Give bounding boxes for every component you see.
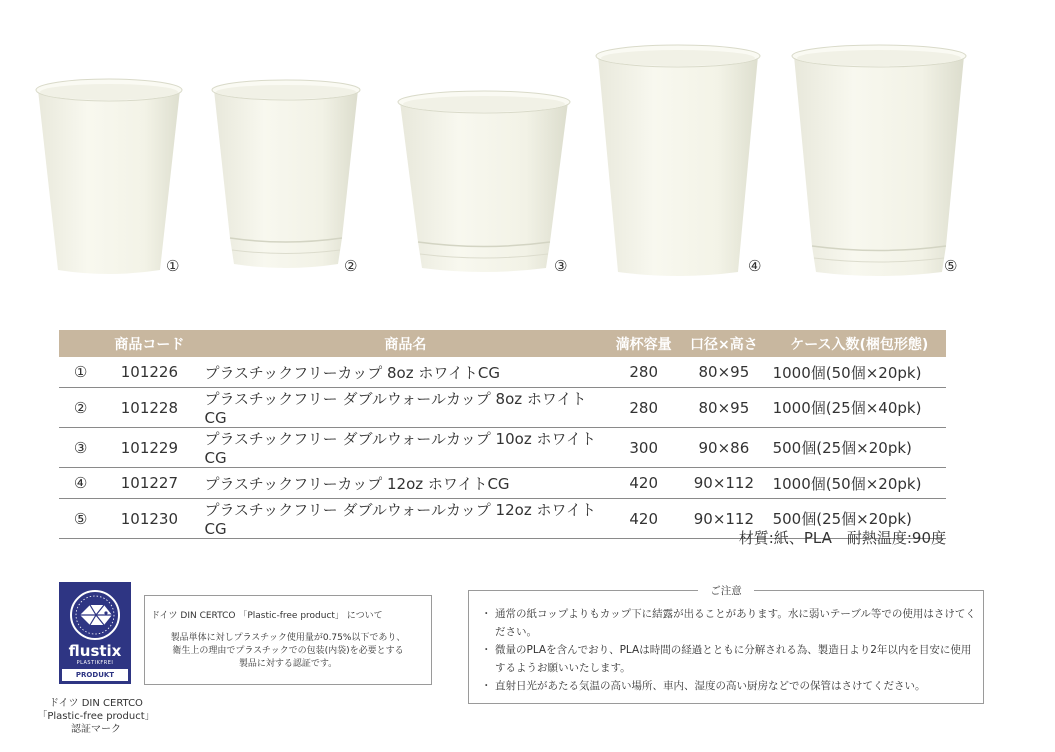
logo-caption-line: ドイツ DIN CERTCO <box>49 698 143 709</box>
cell-volume: 420 <box>606 499 681 539</box>
cell-volume: 420 <box>606 468 681 499</box>
table-header-row <box>59 330 946 357</box>
logo-caption-line: 「Plastic-free product」 <box>37 711 155 722</box>
certification-box-body <box>145 632 431 671</box>
cell-no: ② <box>59 388 102 428</box>
product-spec-table <box>59 330 946 539</box>
header-code: 商品コード <box>102 330 196 357</box>
caution-text: 微量のPLAを含んでおり、PLAは時間の経過とともに分解される為、製造日より2年以内を目安に使用するようお願いいたします。 <box>495 644 972 674</box>
certification-line: 製品単体に対しプラスチック使用量が0.75%以下であり、 <box>170 633 406 643</box>
cell-no: ④ <box>59 468 102 499</box>
header-size: 口径×高さ <box>681 330 766 357</box>
bullet-icon: ・ <box>481 608 492 620</box>
cell-name: プラスチックフリー ダブルウォールカップ 10oz ホワイトCG <box>196 428 606 468</box>
cell-volume: 280 <box>606 388 681 428</box>
cell-code: 101230 <box>102 499 196 539</box>
cell-code: 101226 <box>102 357 196 388</box>
logo-caption <box>30 697 162 736</box>
cell-case: 500個(25個×20pk) <box>767 499 946 539</box>
caution-item <box>481 677 977 695</box>
cell-case: 1000個(50個×20pk) <box>767 468 946 499</box>
cell-size: 90×112 <box>681 468 766 499</box>
cup-number-4: ④ <box>748 257 762 275</box>
table-row <box>59 428 946 468</box>
cell-code: 101229 <box>102 428 196 468</box>
caution-box <box>468 585 984 704</box>
logo-caption-line: 認証マーク <box>71 724 121 735</box>
cup-image-4 <box>594 42 762 280</box>
table-row <box>59 357 946 388</box>
table-row <box>59 468 946 499</box>
flustix-logo <box>59 582 131 684</box>
cell-name: プラスチックフリーカップ 12oz ホワイトCG <box>196 468 606 499</box>
cell-case: 500個(25個×20pk) <box>767 428 946 468</box>
cup-image-5 <box>790 42 968 280</box>
cell-no: ① <box>59 357 102 388</box>
cell-size: 80×95 <box>681 357 766 388</box>
certification-box-title: ドイツ DIN CERTCO 「Plastic-free product」 について <box>151 611 383 621</box>
caution-text: 直射日光があたる気温の高い場所、車内、湿度の高い厨房などでの保管はさけてください。 <box>495 680 926 692</box>
cell-volume: 280 <box>606 357 681 388</box>
certification-info-box <box>144 595 432 685</box>
caution-text: 通常の紙コップよりもカップ下に結露が出ることがあります。水に弱いテーブル等での使用はさけてください。 <box>495 608 976 638</box>
cell-size: 90×86 <box>681 428 766 468</box>
caution-item <box>481 641 977 677</box>
cell-code: 101228 <box>102 388 196 428</box>
header-no <box>59 330 102 357</box>
certification-line: 製品に対する認証です。 <box>238 659 338 669</box>
cup-image-2 <box>210 78 362 272</box>
logo-band: PRODUKT <box>62 669 128 681</box>
bullet-icon: ・ <box>481 644 492 656</box>
cell-case: 1000個(50個×20pk) <box>767 357 946 388</box>
header-volume: 満杯容量 <box>606 330 681 357</box>
cell-volume: 300 <box>606 428 681 468</box>
material-note: 材質:紙、PLA 耐熱温度:90度 <box>738 529 946 547</box>
header-case: ケース入数(梱包形態) <box>767 330 946 357</box>
cup-number-1: ① <box>166 257 180 275</box>
cup-number-2: ② <box>344 257 358 275</box>
cup-number-3: ③ <box>554 257 568 275</box>
bullet-icon: ・ <box>481 680 492 692</box>
header-name: 商品名 <box>196 330 606 357</box>
cell-name: プラスチックフリー ダブルウォールカップ 12oz ホワイトCG <box>196 499 606 539</box>
caution-title-text: ご注意 <box>698 585 754 597</box>
logo-wordmark: flustix <box>68 642 122 660</box>
cup-image-1 <box>34 76 184 278</box>
fish-emblem-icon <box>68 588 122 642</box>
cell-no: ⑤ <box>59 499 102 539</box>
caution-title <box>469 583 983 598</box>
cup-image-3 <box>396 88 572 276</box>
table-row <box>59 388 946 428</box>
caution-list <box>481 605 977 695</box>
logo-subtext: PLASTIKFREI <box>76 660 114 666</box>
product-photos <box>0 0 1055 300</box>
cell-name: プラスチックフリーカップ 8oz ホワイトCG <box>196 357 606 388</box>
caution-item <box>481 605 977 641</box>
cell-size: 80×95 <box>681 388 766 428</box>
cell-size: 90×112 <box>681 499 766 539</box>
cell-case: 1000個(25個×40pk) <box>767 388 946 428</box>
cell-code: 101227 <box>102 468 196 499</box>
cell-no: ③ <box>59 428 102 468</box>
cup-number-5: ⑤ <box>944 257 958 275</box>
certification-line: 衛生上の理由でプラスチックでの包装(内袋)を必要とする <box>172 646 404 656</box>
cell-name: プラスチックフリー ダブルウォールカップ 8oz ホワイトCG <box>196 388 606 428</box>
